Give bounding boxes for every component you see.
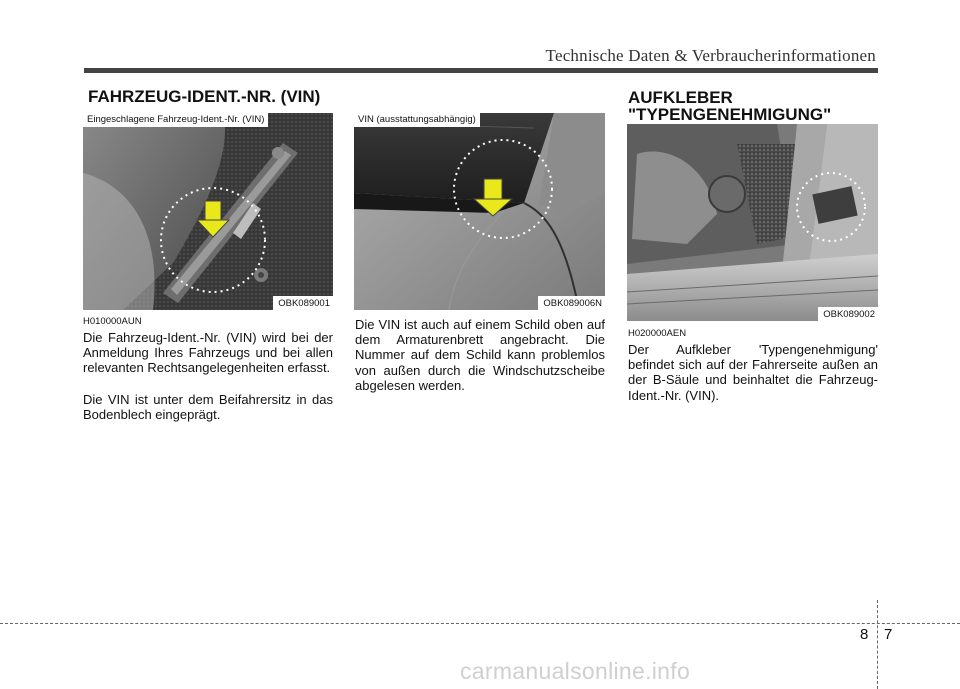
photo-type-approval-label bbox=[627, 124, 878, 321]
footer-divider bbox=[877, 600, 878, 689]
page-number-chapter: 8 bbox=[860, 626, 869, 643]
section-title-vin: FAHRZEUG-IDENT.-NR. (VIN) bbox=[88, 87, 321, 106]
photo-vin-dashboard bbox=[354, 113, 605, 310]
photo-vin-floor bbox=[83, 113, 333, 310]
section-code: H020000AEN bbox=[628, 328, 687, 339]
section-title-type-approval-line2: "TYPENGENEHMIGUNG" bbox=[628, 105, 832, 124]
photo-caption: Eingeschlagene Fahrzeug-Ident.-Nr. (VIN) bbox=[83, 113, 268, 127]
paragraph: Die VIN ist auch auf einem Schild oben auf dem Armaturenbrett angebracht. Die Nummer auf dem Schild kann problemlos von außen durch die Windschutzscheibe abgelesen werden. bbox=[355, 317, 605, 393]
header-rule bbox=[84, 68, 878, 73]
photo-code: OBK089002 bbox=[818, 307, 878, 321]
paragraph: Die VIN ist unter dem Beifahrersitz in das Bodenblech eingeprägt. bbox=[83, 392, 333, 423]
paragraph: Die Fahrzeug-Ident.-Nr. (VIN) wird bei der Anmeldung Ihres Fahrzeugs und bei allen relevanten Rechtsangelegenheiten erfasst. bbox=[83, 330, 333, 376]
header-title: Technische Daten & Verbraucherinformationen bbox=[545, 46, 876, 65]
section-code: H010000AUN bbox=[83, 316, 142, 327]
watermark: carmanualsonline.info bbox=[460, 658, 691, 684]
page-number-page: 7 bbox=[884, 626, 893, 643]
photo-code: OBK089006N bbox=[538, 296, 605, 310]
footer-rule bbox=[0, 623, 960, 624]
photo-code: OBK089001 bbox=[273, 296, 333, 310]
paragraph: Der Aufkleber 'Typengenehmigung' befindet sich auf der Fahrerseite außen an der B-Säule und beinhaltet die Fahrzeug-Ident.-Nr. (VIN). bbox=[628, 342, 878, 403]
section-title-type-approval: AUFKLEBER bbox=[628, 88, 733, 107]
photo-caption: VIN (ausstattungsabhängig) bbox=[354, 113, 480, 127]
